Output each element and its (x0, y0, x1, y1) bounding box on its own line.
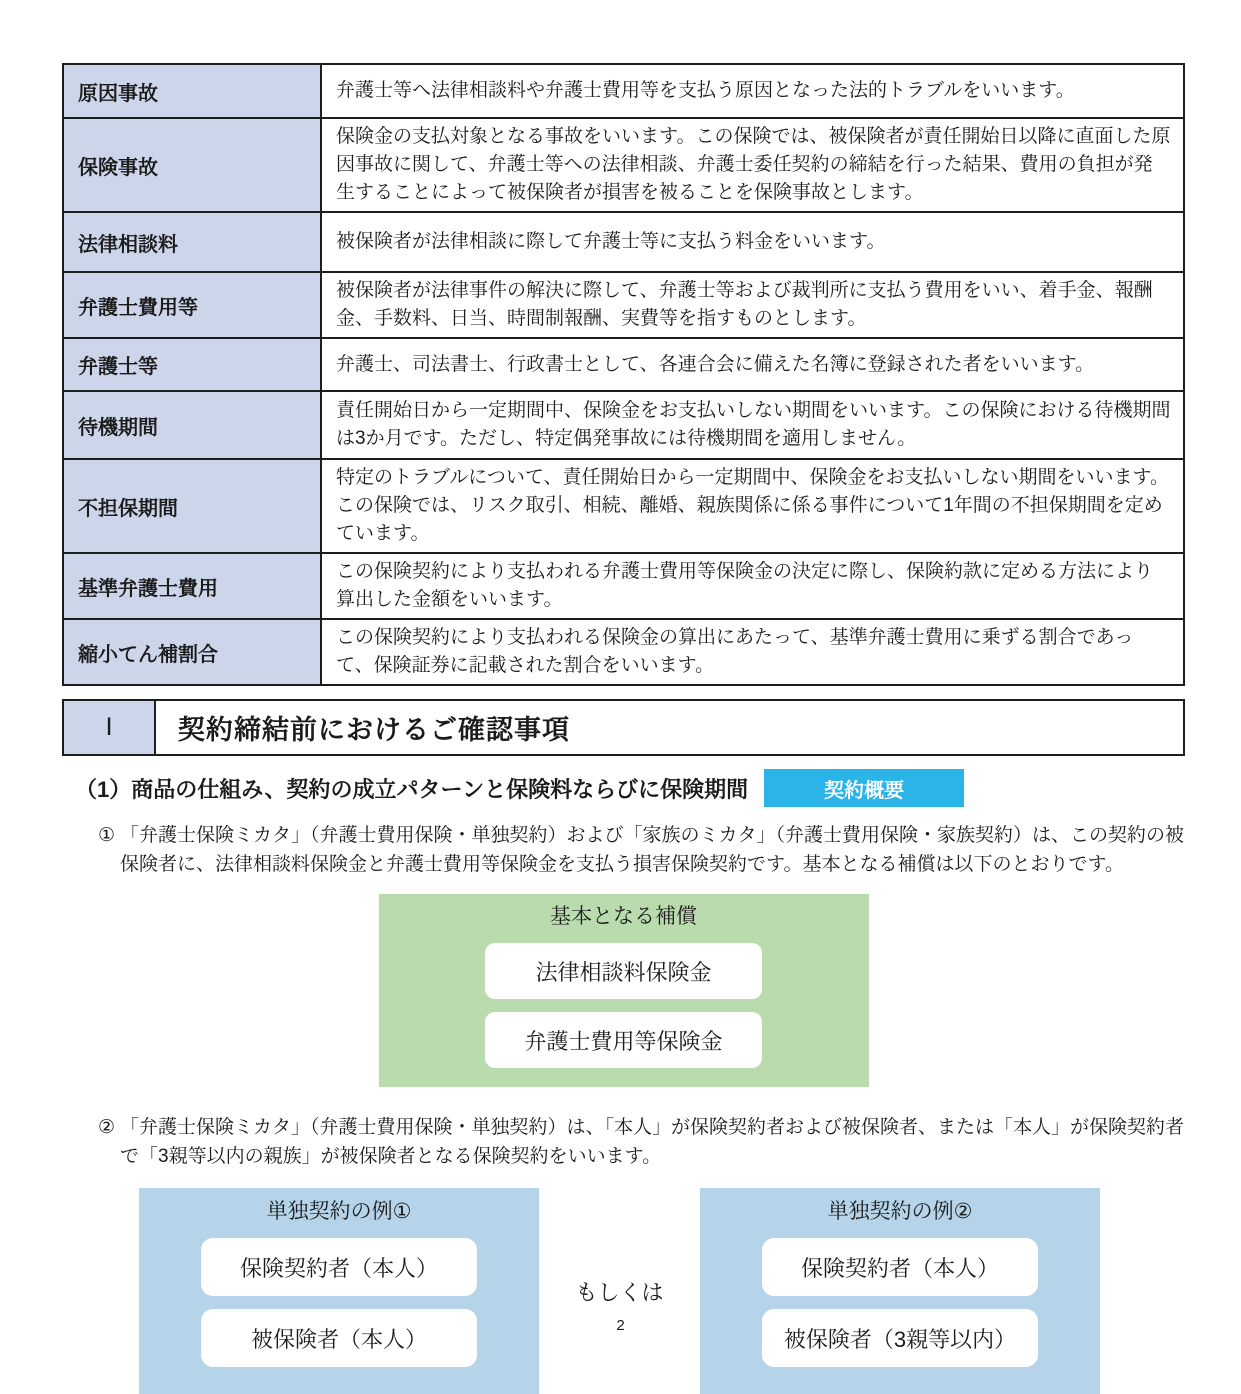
definition-cell: この保険契約により支払われる弁護士費用等保険金の決定に際し、保険約款に定める方法により算出した金額をいいます。 (321, 553, 1184, 619)
item-text: 「弁護士保険ミカタ」（弁護士費用保険・単独契約）および「家族のミカタ」（弁護士費用保険・家族契約）は、この契約の被保険者に、法律相談料保険金と弁護士費用等保険金を支払う損害保険契約です。基本となる補償は以下のとおりです。 (120, 825, 1185, 875)
coverage-item: 弁護士費用等保険金 (485, 1012, 762, 1068)
subsection-header (62, 769, 1185, 807)
paragraph-item-2 (98, 1113, 1185, 1171)
item-text: 「弁護士保険ミカタ」（弁護士費用保険・単独契約）は、「本人」が保険契約者および被保険者、または「本人」が保険契約者で「3親等以内の親族」が被保険者となる保険契約をいいます。 (120, 1117, 1185, 1167)
table-row (63, 64, 1184, 118)
subsection-title: （1）商品の仕組み、契約の成立パターンと保険料ならびに保険期間 (75, 776, 749, 802)
term-cell: 不担保期間 (63, 459, 321, 553)
definition-cell: 被保険者が法律事件の解決に際して、弁護士等および裁判所に支払う費用をいい、着手金、報酬金、手数料、日当、時間制報酬、実費等を指すものとします。 (321, 272, 1184, 338)
definition-cell: この保険契約により支払われる保険金の算出にあたって、基準弁護士費用に乗ずる割合であって、保険証券に記載された割合をいいます。 (321, 619, 1184, 685)
connector-label: もしくは (575, 1279, 664, 1305)
coverage-item: 法律相談料保険金 (485, 943, 762, 999)
section-header (62, 699, 1185, 756)
table-row (63, 118, 1184, 212)
terms-definition-table (62, 63, 1185, 686)
contract-examples (139, 1188, 1185, 1394)
definition-cell: 弁護士等へ法律相談料や弁護士費用等を支払う原因となった法的トラブルをいいます。 (321, 64, 1184, 118)
example-title: 単独契約の例① (266, 1200, 412, 1223)
table-row (63, 338, 1184, 391)
table-row (63, 212, 1184, 272)
paragraph-item-1 (98, 821, 1185, 879)
example-item: 被保険者（本人） (201, 1309, 477, 1367)
term-cell: 基準弁護士費用 (63, 553, 321, 619)
example-item: 被保険者（3親等以内） (762, 1309, 1038, 1367)
page-number: 2 (616, 1317, 625, 1334)
table-row (63, 459, 1184, 553)
term-cell: 保険事故 (63, 118, 321, 212)
basic-coverage-title: 基本となる補償 (550, 905, 697, 928)
item-marker: ① (98, 825, 116, 846)
definition-cell: 責任開始日から一定期間中、保険金をお支払いしない期間をいいます。この保険における待機期間は3か月です。ただし、特定偶発事故には待機期間を適用しません。 (321, 391, 1184, 459)
term-cell: 待機期間 (63, 391, 321, 459)
term-cell: 法律相談料 (63, 212, 321, 272)
definition-cell: 特定のトラブルについて、責任開始日から一定期間中、保険金をお支払いしない期間をいいます。この保険では、リスク取引、相続、離婚、親族関係に係る事件について1年間の不担保期間を定めています。 (321, 459, 1184, 553)
table-row (63, 272, 1184, 338)
table-row (63, 391, 1184, 459)
definition-cell: 保険金の支払対象となる事故をいいます。この保険では、被保険者が責任開始日以降に直面した原因事故に関して、弁護士等への法律相談、弁護士委任契約の締結を行った結果、費用の負担が発生することによって被保険者が損害を被ることを保険事故とします。 (321, 118, 1184, 212)
section-title: 契約締結前におけるご確認事項 (178, 715, 570, 745)
table-row (63, 619, 1184, 685)
example-title: 単独契約の例② (827, 1200, 973, 1223)
term-cell: 弁護士等 (63, 338, 321, 391)
term-cell: 原因事故 (63, 64, 321, 118)
term-cell: 弁護士費用等 (63, 272, 321, 338)
definition-cell: 弁護士、司法書士、行政書士として、各連合会に備えた名簿に登録された者をいいます。 (321, 338, 1184, 391)
definition-cell: 被保険者が法律相談に際して弁護士等に支払う料金をいいます。 (321, 212, 1184, 272)
example-box-2 (700, 1188, 1100, 1394)
section-numeral: Ⅰ (64, 701, 156, 754)
item-marker: ② (98, 1117, 116, 1138)
example-box-1 (139, 1188, 539, 1394)
table-row (63, 553, 1184, 619)
basic-coverage-panel (379, 894, 869, 1087)
term-cell: 縮小てん補割合 (63, 619, 321, 685)
example-item: 保険契約者（本人） (762, 1238, 1038, 1296)
example-item: 保険契約者（本人） (201, 1238, 477, 1296)
contract-overview-badge: 契約概要 (764, 769, 964, 807)
